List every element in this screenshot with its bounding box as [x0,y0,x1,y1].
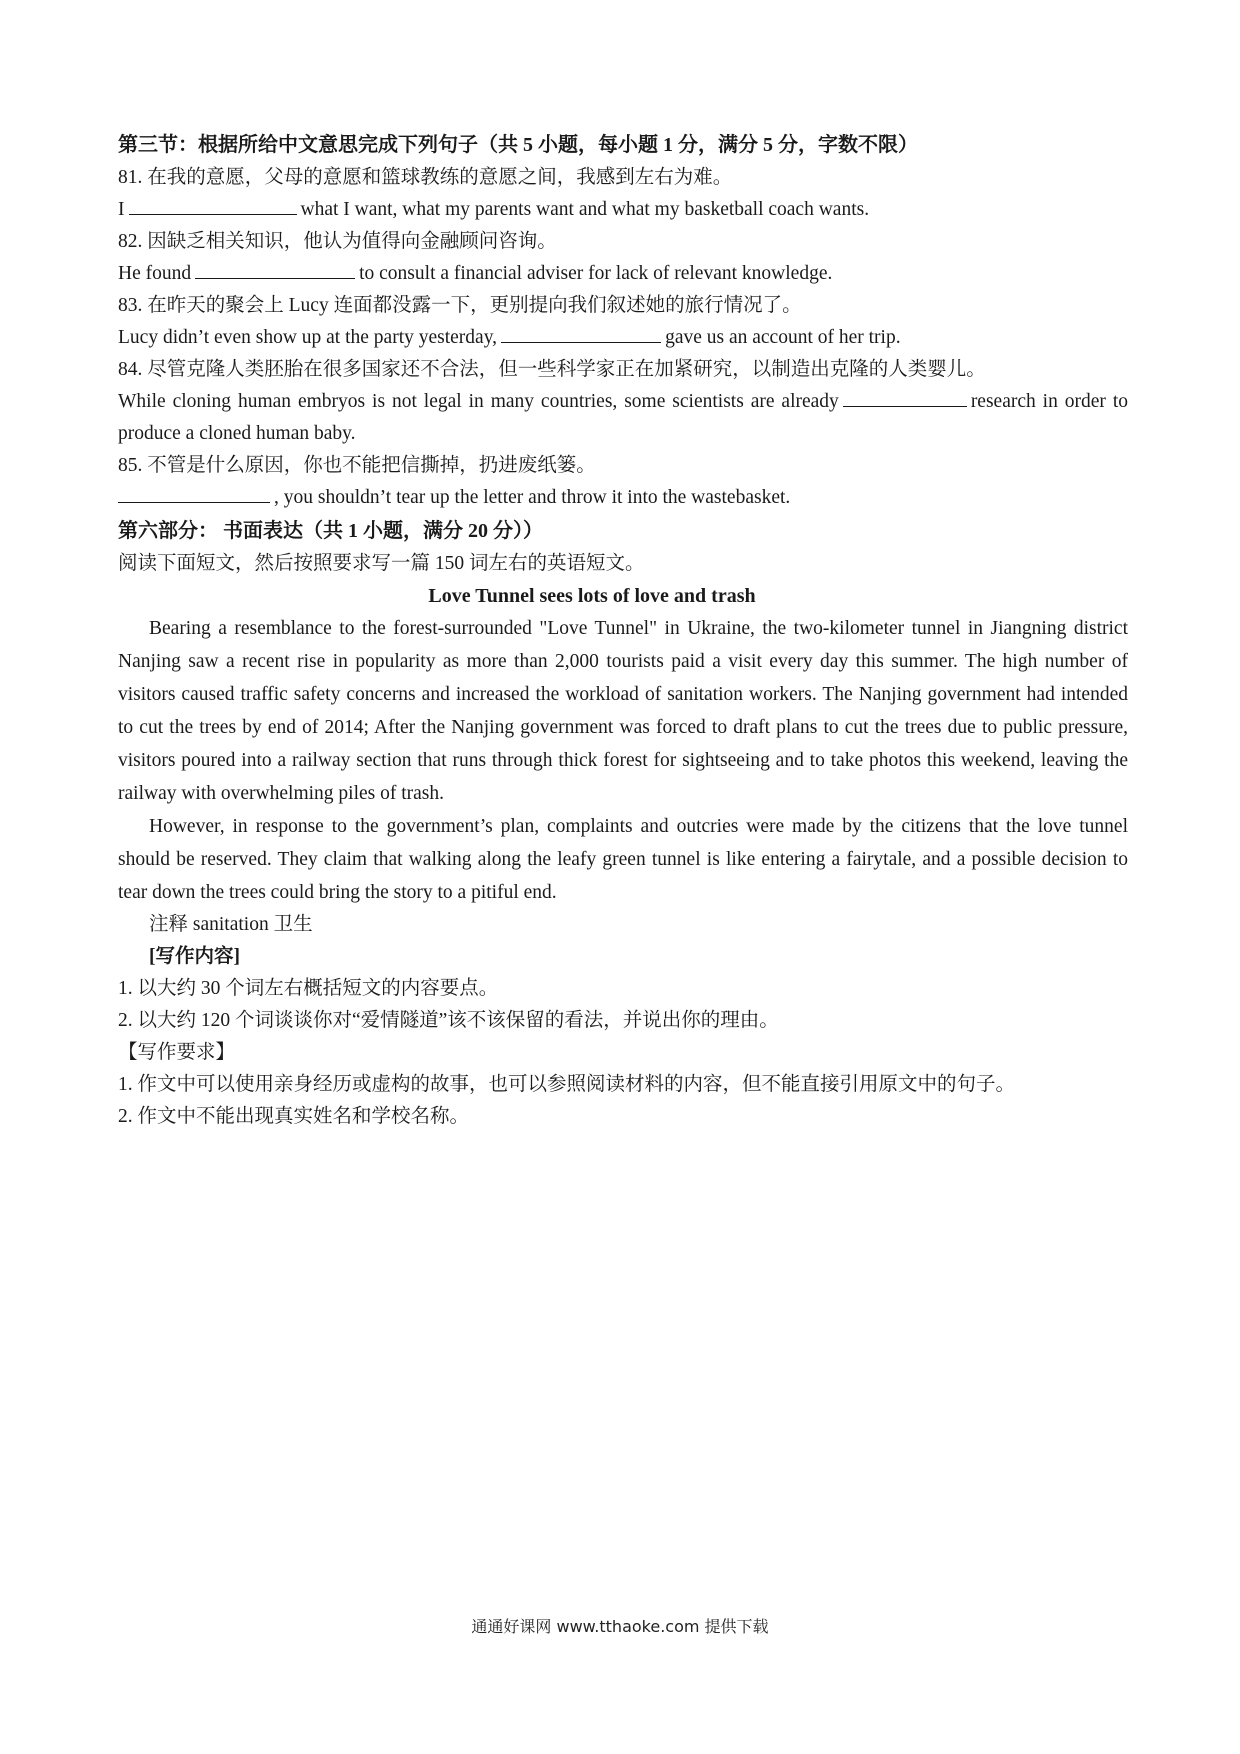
section3-heading: 第三节：根据所给中文意思完成下列句子（共 5 小题，每小题 1 分，满分 5 分，字数不限） [118,134,918,156]
q82-english [118,258,1128,290]
section6-heading: 第六部分： 书面表达（共 1 小题，满分 20 分）） [118,520,543,542]
q82-english-start: He found [118,263,192,284]
q81-answer-blank[interactable] [129,194,297,215]
passage-paragraph-1: Bearing a resemblance to the forest-surrounded "Love Tunnel" in Ukraine, the two-kilometer tunnel in Jiangning district Nanjing saw a recent rise in popularity as more than 2,000 tourists paid a visit every day this summer. The high number of visitors caused traffic safety concerns and increased the workload of sanitation workers. The Nanjing government had intended to cut the trees by end of 2014; After the Nanjing government was forced to draft plans to cut the trees due to public pressure, visitors poured into a railway section that runs through thick forest for sightseeing and to take photos this weekend, leaving the railway with overwhelming piles of trash. [118,618,1128,804]
q83-english-end: gave us an account of her trip. [665,327,901,348]
writing-content-item: 2. 以大约 120 个词谈谈你对“爱情隧道”该不该保留的看法，并说出你的理由。 [118,1010,779,1031]
q85-answer-blank[interactable] [118,482,270,503]
q83-english [118,322,1128,354]
q85-english-end: , you shouldn’t tear up the letter and throw it into the wastebasket. [274,487,791,508]
exam-page [118,128,1128,1133]
writing-requirement-item: 1. 作文中可以使用亲身经历或虚构的故事，也可以参照阅读材料的内容，但不能直接引用原文中的句子。 [118,1074,1016,1095]
writing-requirements-heading: 【写作要求】 [118,1042,236,1063]
q81-english [118,194,1128,226]
passage-paragraph-2: However, in response to the government’s plan, complaints and outcries were made by the citizens that the love tunnel should be reserved. They claim that walking along the leafy green tunnel is like entering a fairytale, and a possible decision to tear down the trees could bring the story to a pitiful end. [118,816,1128,903]
writing-content-item: 1. 以大约 30 个词左右概括短文的内容要点。 [118,978,499,999]
q84-english-end: research in order to produce a cloned human baby. [118,391,1128,444]
writing-instruction: 阅读下面短文，然后按照要求写一篇 150 词左右的英语短文。 [118,553,645,574]
q81-english-end: what I want, what my parents want and what my basketball coach wants. [300,199,870,220]
page-footer: 通通好课网 www.tthaoke.com 提供下载 [471,1617,769,1636]
q81-english-start: I [118,199,125,220]
q85-english [118,482,1128,514]
vocabulary-note: 注释 sanitation 卫生 [149,914,313,935]
q83-english-start: Lucy didn’t even show up at the party yesterday, [118,327,498,348]
q83-chinese: 83. 在昨天的聚会上 Lucy 连面都没露一下，更别提向我们叙述她的旅行情况了。 [118,295,802,316]
q81-chinese: 81. 在我的意愿，父母的意愿和篮球教练的意愿之间，我感到左右为难。 [118,167,733,188]
q82-answer-blank[interactable] [195,258,355,279]
q82-english-end: to consult a financial adviser for lack of relevant knowledge. [359,263,833,284]
q82-chinese: 82. 因缺乏相关知识，他认为值得向金融顾问咨询。 [118,231,557,252]
q85-chinese: 85. 不管是什么原因，你也不能把信撕掉，扔进废纸篓。 [118,455,596,476]
q84-english-start: While cloning human embryos is not legal in many countries, some scientists are already [118,391,839,412]
writing-requirement-item: 2. 作文中不能出现真实姓名和学校名称。 [118,1106,470,1127]
q84-answer-blank[interactable] [843,386,967,407]
writing-content-heading: [写作内容] [149,946,240,967]
q84-english [118,386,1128,450]
q83-answer-blank[interactable] [501,322,661,343]
passage-title: Love Tunnel sees lots of love and trash [428,585,756,607]
q84-chinese: 84. 尽管克隆人类胚胎在很多国家还不合法，但一些科学家正在加紧研究，以制造出克隆的人类婴儿。 [118,359,986,380]
